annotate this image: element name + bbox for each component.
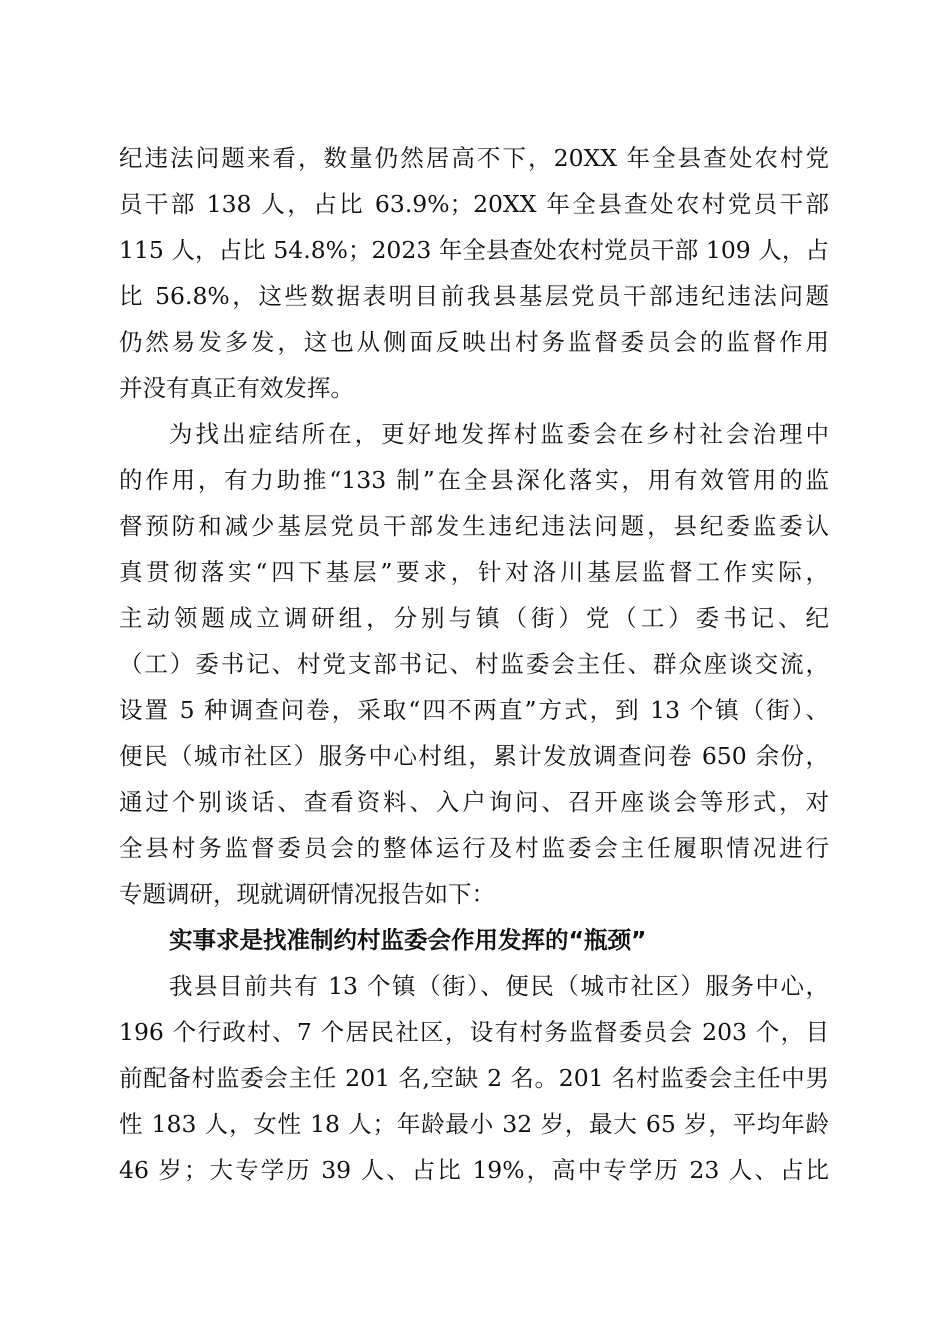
text-line: 真贯彻落实“四下基层”要求，针对洛川基层监督工作实际， (119, 558, 829, 586)
text-line: 比 56.8%，这些数据表明目前我县基层党员干部违纪违法问题 (119, 282, 829, 310)
text-line: 我县目前共有 13 个镇（街）、便民（城市社区）服务中心， (169, 972, 829, 1000)
text-line: 性 183 人，女性 18 人；年龄最小 32 岁，最大 65 岁，平均年龄 (119, 1110, 829, 1138)
text-line: 为找出症结所在，更好地发挥村监委会在乡村社会治理中 (169, 420, 829, 448)
text-line: （工）委书记、村党支部书记、村监委会主任、群众座谈交流， (119, 650, 829, 678)
text-line: 前配备村监委会主任 201 名,空缺 2 名。201 名村监委会主任中男 (119, 1064, 829, 1092)
text-line: 专题调研，现就调研情况报告如下： (119, 880, 495, 908)
text-line: 便民（城市社区）服务中心村组，累计发放调查问卷 650 余份， (119, 742, 829, 770)
text-line: 115 人，占比 54.8%；2023 年全县查处农村党员干部 109 人，占 (119, 236, 829, 264)
text-line: 46 岁；大专学历 39 人、占比 19%，高中专学历 23 人、占比 (119, 1156, 829, 1184)
text-line: 纪违法问题来看，数量仍然居高不下，20XX 年全县查处农村党 (119, 144, 829, 172)
text-line: 的作用，有力助推“133 制”在全县深化落实，用有效管用的监 (119, 466, 829, 494)
text-line: 并没有真正有效发挥。 (119, 374, 354, 402)
text-line: 设置 5 种调查问卷，采取“四不两直”方式，到 13 个镇（街）、 (119, 696, 829, 724)
text-line: 通过个别谈话、查看资料、入户询问、召开座谈会等形式，对 (119, 788, 829, 816)
text-line: 全县村务监督委员会的整体运行及村监委会主任履职情况进行 (119, 834, 829, 862)
section-heading: 实事求是找准制约村监委会作用发挥的“瓶颈” (169, 926, 647, 954)
text-line: 主动领题成立调研组，分别与镇（街）党（工）委书记、纪 (119, 604, 829, 632)
text-line: 督预防和减少基层党员干部发生违纪违法问题，县纪委监委认 (119, 512, 829, 540)
text-line: 仍然易发多发，这也从侧面反映出村务监督委员会的监督作用 (119, 328, 829, 356)
text-line: 员干部 138 人，占比 63.9%；20XX 年全县查处农村党员干部 (119, 190, 829, 218)
text-line: 196 个行政村、7 个居民社区，设有村务监督委员会 203 个，目 (119, 1018, 829, 1046)
